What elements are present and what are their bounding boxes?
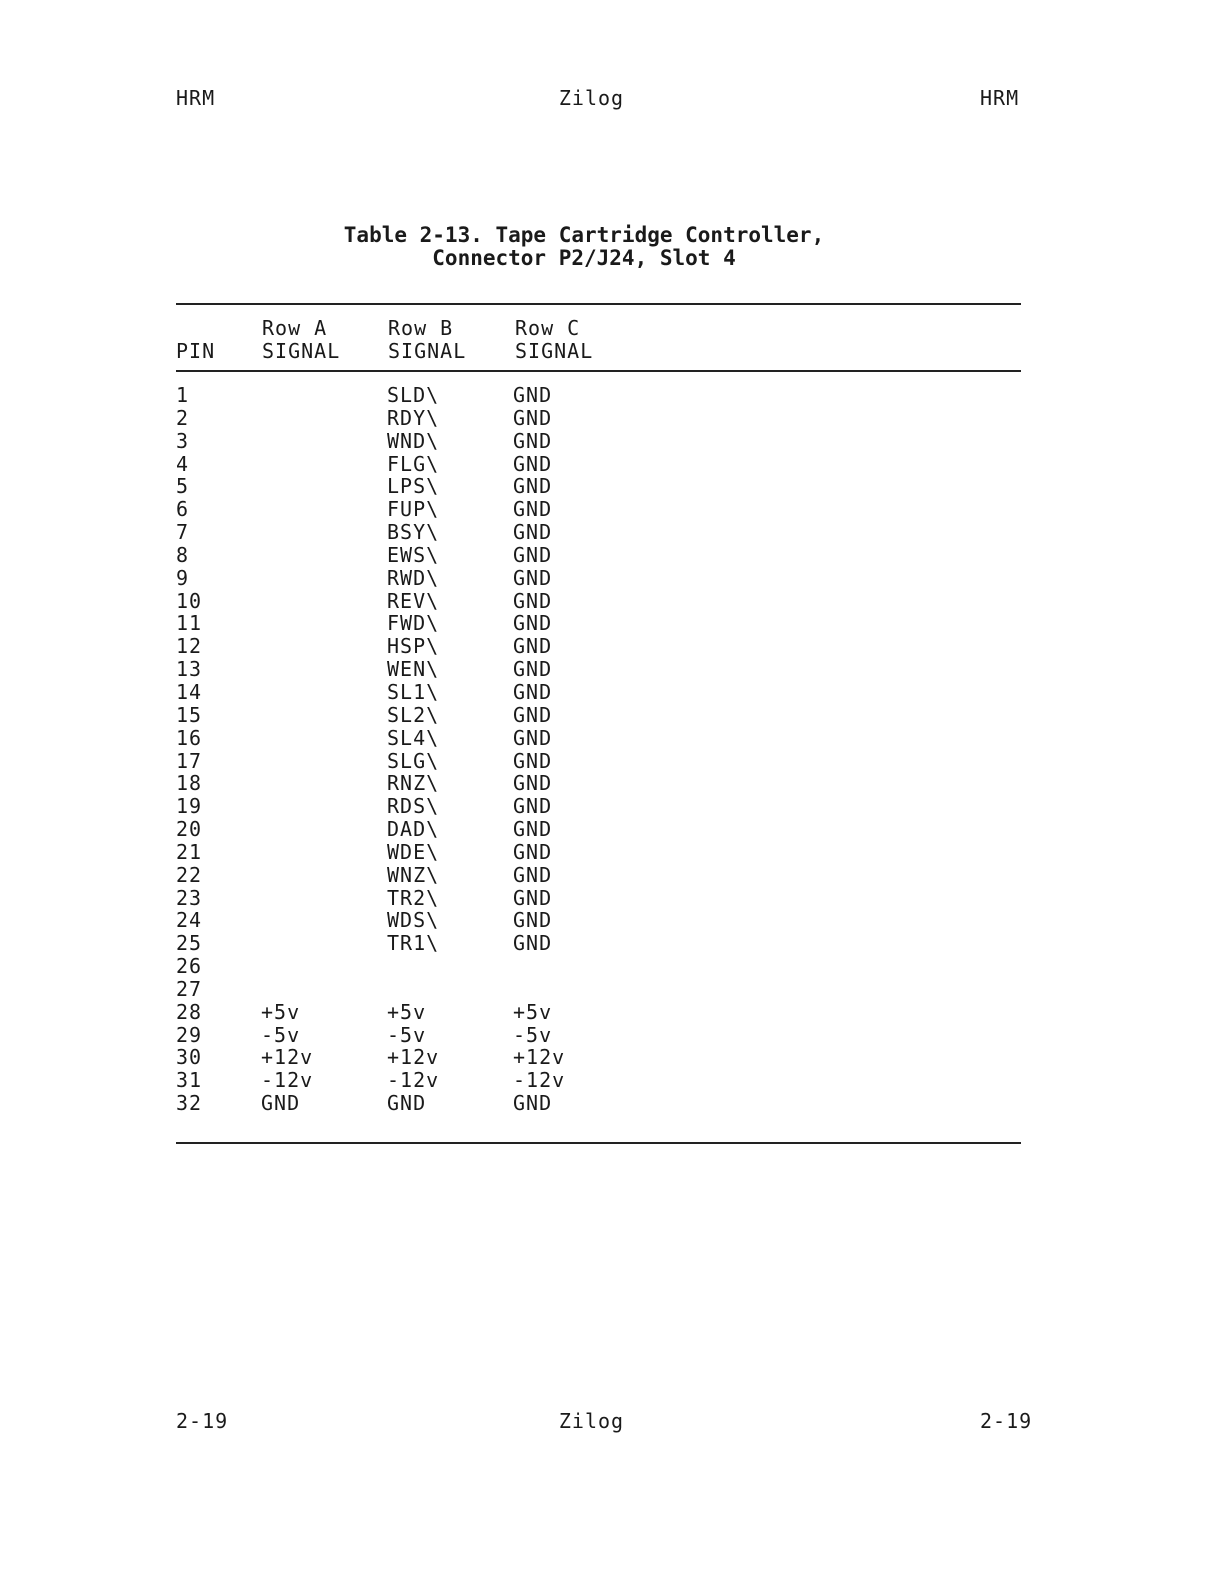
row-c-cell: -5v: [513, 1022, 553, 1047]
pin-cell: 2: [176, 405, 190, 430]
pin-cell: 13: [176, 657, 203, 682]
row-b-cell: WND\: [387, 428, 440, 453]
row-c-cell: GND: [513, 725, 553, 750]
row-c-cell: -12v: [513, 1068, 566, 1093]
pin-cell: 4: [176, 451, 190, 476]
row-a-cell: +12v: [261, 1045, 314, 1070]
row-b-cell: HSP\: [387, 634, 440, 659]
row-b-cell: WDE\: [387, 839, 440, 864]
row-b-cell: SL4\: [387, 725, 440, 750]
header-center: Zilog: [558, 86, 625, 110]
row-b-cell: WEN\: [387, 657, 440, 682]
pin-cell: 23: [176, 885, 203, 910]
row-c-cell: GND: [513, 702, 553, 727]
pin-cell: 12: [176, 634, 203, 659]
row-c-cell: GND: [513, 771, 553, 796]
row-c-cell: +12v: [513, 1045, 566, 1070]
row-c-cell: GND: [513, 611, 553, 636]
row-b-cell: RWD\: [387, 565, 440, 590]
row-b-cell: SLG\: [387, 748, 440, 773]
row-c-cell: GND: [513, 405, 553, 430]
pin-cell: 10: [176, 588, 203, 613]
row-c-cell: GND: [513, 839, 553, 864]
pin-cell: 11: [176, 611, 203, 636]
row-a-cell: -12v: [261, 1068, 314, 1093]
row-c-cell: GND: [513, 497, 553, 522]
row-b-cell: WNZ\: [387, 862, 440, 887]
row-c-cell: GND: [513, 565, 553, 590]
pin-cell: 9: [176, 565, 190, 590]
row-c-cell: GND: [513, 1091, 553, 1116]
column-header-row-a-signal: SIGNAL: [262, 339, 341, 363]
row-c-cell: +5v: [513, 999, 553, 1024]
row-a-cell: GND: [261, 1091, 301, 1116]
row-c-cell: GND: [513, 679, 553, 704]
row-b-cell: FLG\: [387, 451, 440, 476]
row-b-cell: SL1\: [387, 679, 440, 704]
row-c-cell: GND: [513, 885, 553, 910]
pin-cell: 19: [176, 794, 203, 819]
row-b-cell: TR1\: [387, 931, 440, 956]
pin-cell: 32: [176, 1091, 203, 1116]
row-b-cell: WDS\: [387, 908, 440, 933]
table-header-rule: [176, 370, 1021, 372]
row-b-cell: FWD\: [387, 611, 440, 636]
row-b-cell: FUP\: [387, 497, 440, 522]
footer-left: 2-19: [176, 1409, 229, 1433]
pin-cell: 30: [176, 1045, 203, 1070]
row-b-cell: RDS\: [387, 794, 440, 819]
row-a-cell: +5v: [261, 999, 301, 1024]
pin-cell: 31: [176, 1068, 203, 1093]
row-b-cell: EWS\: [387, 542, 440, 567]
row-c-cell: GND: [513, 588, 553, 613]
row-b-cell: SLD\: [387, 383, 440, 407]
row-c-cell: GND: [513, 634, 553, 659]
header-right: HRM: [980, 86, 1020, 110]
pin-cell: 17: [176, 748, 203, 773]
row-b-cell: GND: [387, 1091, 427, 1116]
pin-cell: 5: [176, 474, 190, 499]
row-c-cell: GND: [513, 931, 553, 956]
row-b-cell: REV\: [387, 588, 440, 613]
pin-cell: 16: [176, 725, 203, 750]
column-header-row-b-signal: SIGNAL: [388, 339, 467, 363]
row-a-cell: -5v: [261, 1022, 301, 1047]
pin-cell: 21: [176, 839, 203, 864]
pin-cell: 27: [176, 976, 203, 1001]
column-header-row-c: Row C: [515, 316, 581, 340]
row-c-cell: GND: [513, 657, 553, 682]
row-c-cell: GND: [513, 862, 553, 887]
row-c-cell: GND: [513, 474, 553, 499]
column-header-row-c-signal: SIGNAL: [515, 339, 594, 363]
pin-cell: 28: [176, 999, 203, 1024]
table-title-line2: Connector P2/J24, Slot 4: [432, 246, 736, 270]
row-c-cell: GND: [513, 520, 553, 545]
row-b-cell: DAD\: [387, 817, 440, 842]
row-c-cell: GND: [513, 908, 553, 933]
column-header-row-b: Row B: [388, 316, 454, 340]
row-c-cell: GND: [513, 748, 553, 773]
pin-cell: 22: [176, 862, 203, 887]
pin-cell: 18: [176, 771, 203, 796]
pin-cell: 1: [176, 383, 190, 407]
pin-cell: 3: [176, 428, 190, 453]
row-c-cell: GND: [513, 794, 553, 819]
row-c-cell: GND: [513, 451, 553, 476]
row-b-cell: SL2\: [387, 702, 440, 727]
footer-right: 2-19: [980, 1409, 1033, 1433]
row-b-cell: TR2\: [387, 885, 440, 910]
header-left: HRM: [176, 86, 216, 110]
row-c-cell: GND: [513, 817, 553, 842]
pin-cell: 7: [176, 520, 190, 545]
row-c-cell: GND: [513, 383, 553, 407]
pin-cell: 24: [176, 908, 203, 933]
row-b-cell: +12v: [387, 1045, 440, 1070]
row-b-cell: LPS\: [387, 474, 440, 499]
row-c-cell: GND: [513, 542, 553, 567]
pin-cell: 8: [176, 542, 190, 567]
row-b-cell: +5v: [387, 999, 427, 1024]
row-c-cell: GND: [513, 428, 553, 453]
pin-cell: 29: [176, 1022, 203, 1047]
column-header-row-a: Row A: [262, 316, 328, 340]
footer-center: Zilog: [558, 1409, 625, 1433]
pin-cell: 15: [176, 702, 203, 727]
column-header-pin: PIN: [176, 339, 216, 363]
pin-cell: 20: [176, 817, 203, 842]
row-b-cell: -5v: [387, 1022, 427, 1047]
row-b-cell: -12v: [387, 1068, 440, 1093]
pin-cell: 6: [176, 497, 190, 522]
pin-cell: 26: [176, 954, 203, 979]
row-b-cell: RNZ\: [387, 771, 440, 796]
pin-cell: 14: [176, 679, 203, 704]
row-b-cell: RDY\: [387, 405, 440, 430]
pin-cell: 25: [176, 931, 203, 956]
row-b-cell: BSY\: [387, 520, 440, 545]
table-top-rule: [176, 303, 1021, 305]
table-title-line1: Table 2-13. Tape Cartridge Controller,: [343, 223, 825, 247]
table-bottom-rule: [176, 1142, 1021, 1144]
